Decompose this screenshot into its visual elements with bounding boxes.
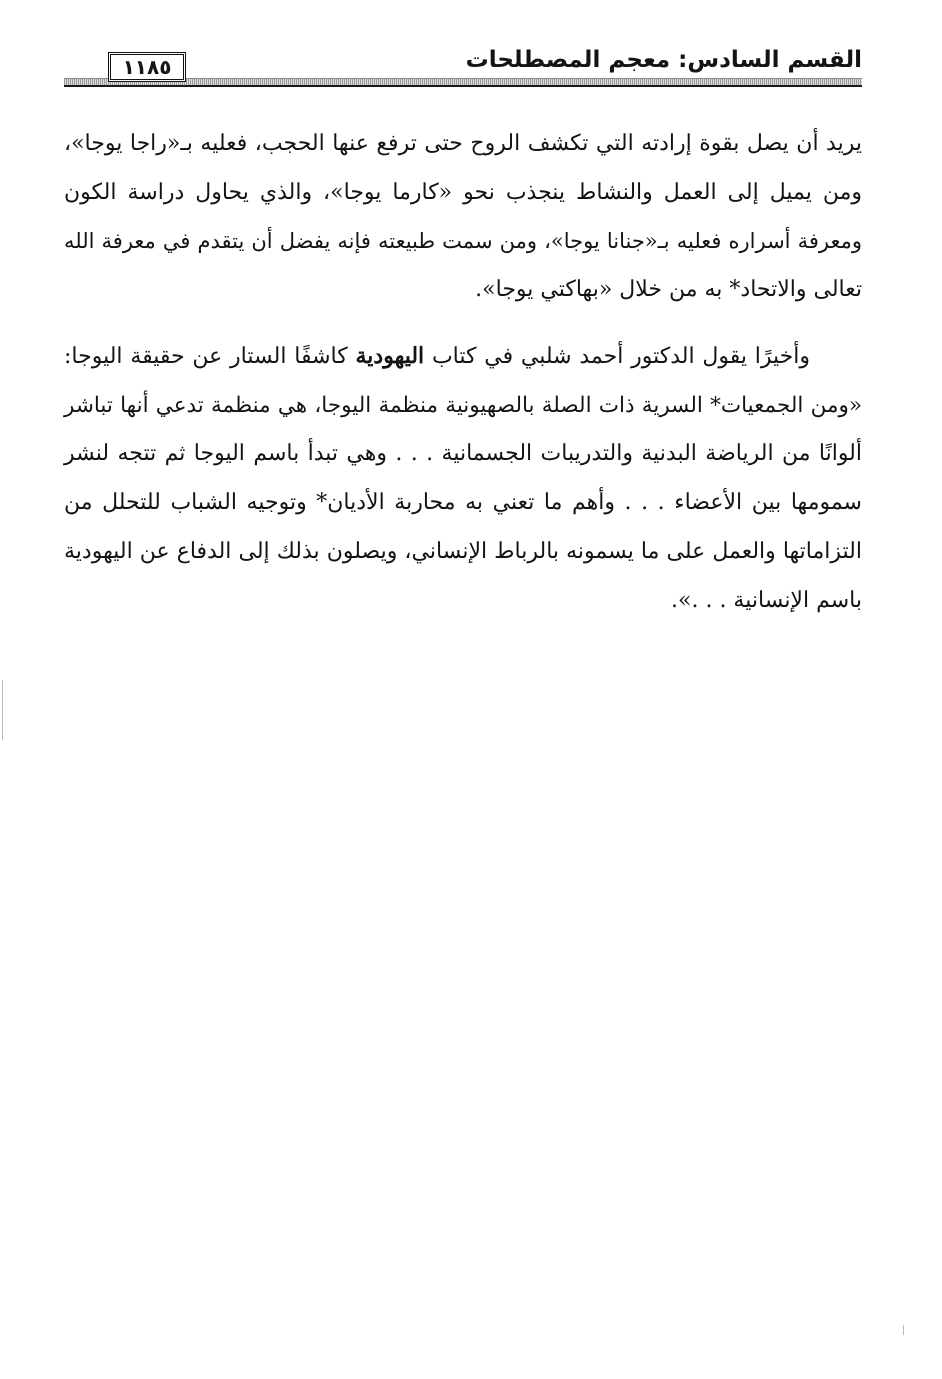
quote-line: ألوانًا من الرياضة البدنية والتدريبات الجسمانية . . . وهي تبدأ باسم اليوجا ثم تتجه لنشر [64,441,862,467]
paragraph-1-line: تعالى والاتحاد* به من خلال «بهاكتي يوجا». [475,277,862,303]
quote-line: سمومها بين الأعضاء . . . وأهم ما تعني به محاربة الأديان* وتوجيه الشباب للتحلل من [64,490,862,516]
paragraph-1-line: ومن يميل إلى العمل والنشاط ينجذب نحو «كارما يوجا»، والذي يحاول دراسة الكون [64,179,862,205]
section-title: القسم السادس: معجم المصطلحات [465,47,862,73]
intro-text-after: كاشفًا الستار عن حقيقة اليوجا: [64,344,356,369]
book-title: اليهودية [355,343,425,369]
quote-line: باسم الإنسانية . . .». [671,587,862,613]
paragraph-2-intro-line [64,332,862,382]
paragraph-1-line: يريد أن يصل بقوة إرادته التي تكشف الروح حتى ترفع عنها الحجب، فعليه بـ«راجا يوجا»، [64,131,862,156]
scan-edge-mark [2,680,3,740]
quote-line: التزاماتها والعمل على ما يسمونه بالرباط الإنساني، ويصلون بذلك إلى الدفاع عن اليهودية [64,538,862,564]
page-header [64,44,862,94]
paragraph-2 [64,332,862,625]
intro-text-before: وأخيرًا يقول الدكتور أحمد شلبي في كتاب [424,344,811,369]
paragraph-1-line: ومعرفة أسراره فعليه بـ«جنانا يوجا»، ومن سمت طبيعته فإنه يفضل أن يتقدم في معرفة الله [64,229,862,254]
page-number [108,52,186,82]
paragraph-1 [64,120,862,315]
quote-line: «ومن الجمعيات* السرية ذات الصلة بالصهيونية منظمة اليوجا، هي منظمة تدعي أنها تباشر [64,392,862,418]
scan-edge-mark [903,1325,904,1335]
header-rule-line [64,85,862,87]
page-number-text: ١١٨٥ [122,55,172,79]
